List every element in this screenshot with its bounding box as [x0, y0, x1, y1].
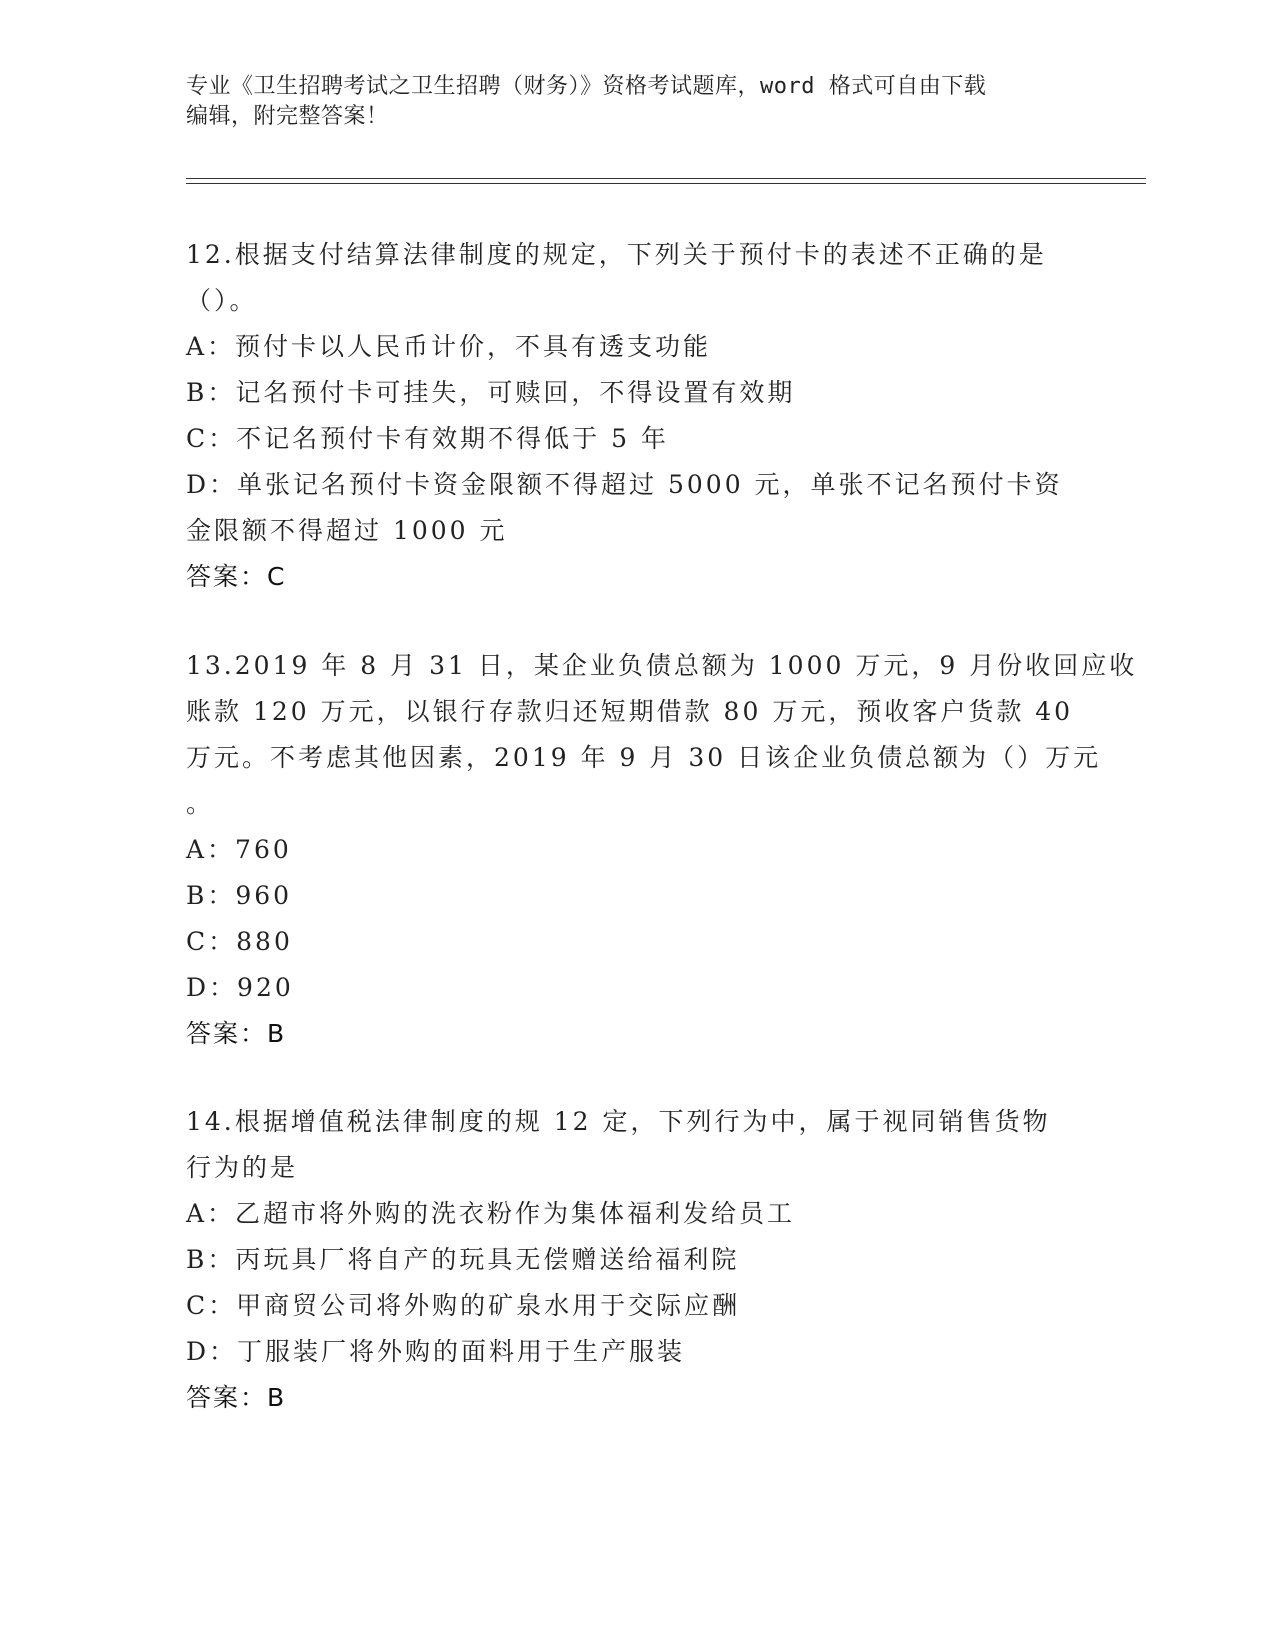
question-stem-line: 账款 120 万元，以银行存款归还短期借款 80 万元，预收客户货款 40 [186, 697, 1074, 726]
header-line-1: 专业《卫生招聘考试之卫生招聘（财务）》资格考试题库，word 格式可自由下载 [186, 74, 987, 99]
option-b: B：丙玩具厂将自产的玩具无偿赠送给福利院 [186, 1245, 740, 1274]
document-header [186, 72, 1086, 132]
answer-line: 答案：B [186, 1383, 287, 1412]
question-stem-line: 万元。不考虑其他因素，2019 年 9 月 30 日该企业负债总额为（）万元 [186, 743, 1102, 772]
option-b: B：记名预付卡可挂失，可赎回，不得设置有效期 [186, 378, 796, 407]
header-line-2: 编辑，附完整答案！ [186, 104, 389, 129]
option-a: A：760 [186, 835, 292, 864]
question-13 [186, 643, 1138, 1057]
header-divider-bottom [186, 183, 1146, 184]
option-d: D：单张记名预付卡资金限额不得超过 5000 元，单张不记名预付卡资 [186, 470, 1063, 499]
question-stem-line: 行为的是 [186, 1153, 299, 1182]
option-d-continued: 金限额不得超过 1000 元 [186, 516, 508, 545]
question-stem-line: 。 [186, 789, 215, 818]
option-d: D：920 [186, 973, 294, 1002]
question-stem-line: 14.根据增值税法律制度的规 12 定，下列行为中，属于视同销售货物 [186, 1107, 1051, 1136]
header-divider-top [186, 178, 1146, 179]
option-c: C：甲商贸公司将外购的矿泉水用于交际应酬 [186, 1291, 741, 1320]
question-12 [186, 232, 1086, 600]
option-c: C：不记名预付卡有效期不得低于 5 年 [186, 424, 669, 453]
option-a: A：乙超市将外购的洗衣粉作为集体福利发给员工 [186, 1199, 796, 1228]
answer-line: 答案：B [186, 1019, 287, 1048]
question-stem-line: （）。 [186, 286, 258, 315]
option-a: A：预付卡以人民币计价，不具有透支功能 [186, 332, 712, 361]
option-b: B：960 [186, 881, 293, 910]
question-stem-line: 12.根据支付结算法律制度的规定，下列关于预付卡的表述不正确的是 [186, 240, 1047, 269]
option-c: C：880 [186, 927, 293, 956]
question-14 [186, 1099, 1086, 1421]
question-stem-line: 13.2019 年 8 月 31 日，某企业负债总额为 1000 万元，9 月份收回应收 [186, 651, 1138, 680]
option-d: D：丁服装厂将外购的面料用于生产服装 [186, 1337, 686, 1366]
answer-line: 答案：C [186, 562, 287, 591]
